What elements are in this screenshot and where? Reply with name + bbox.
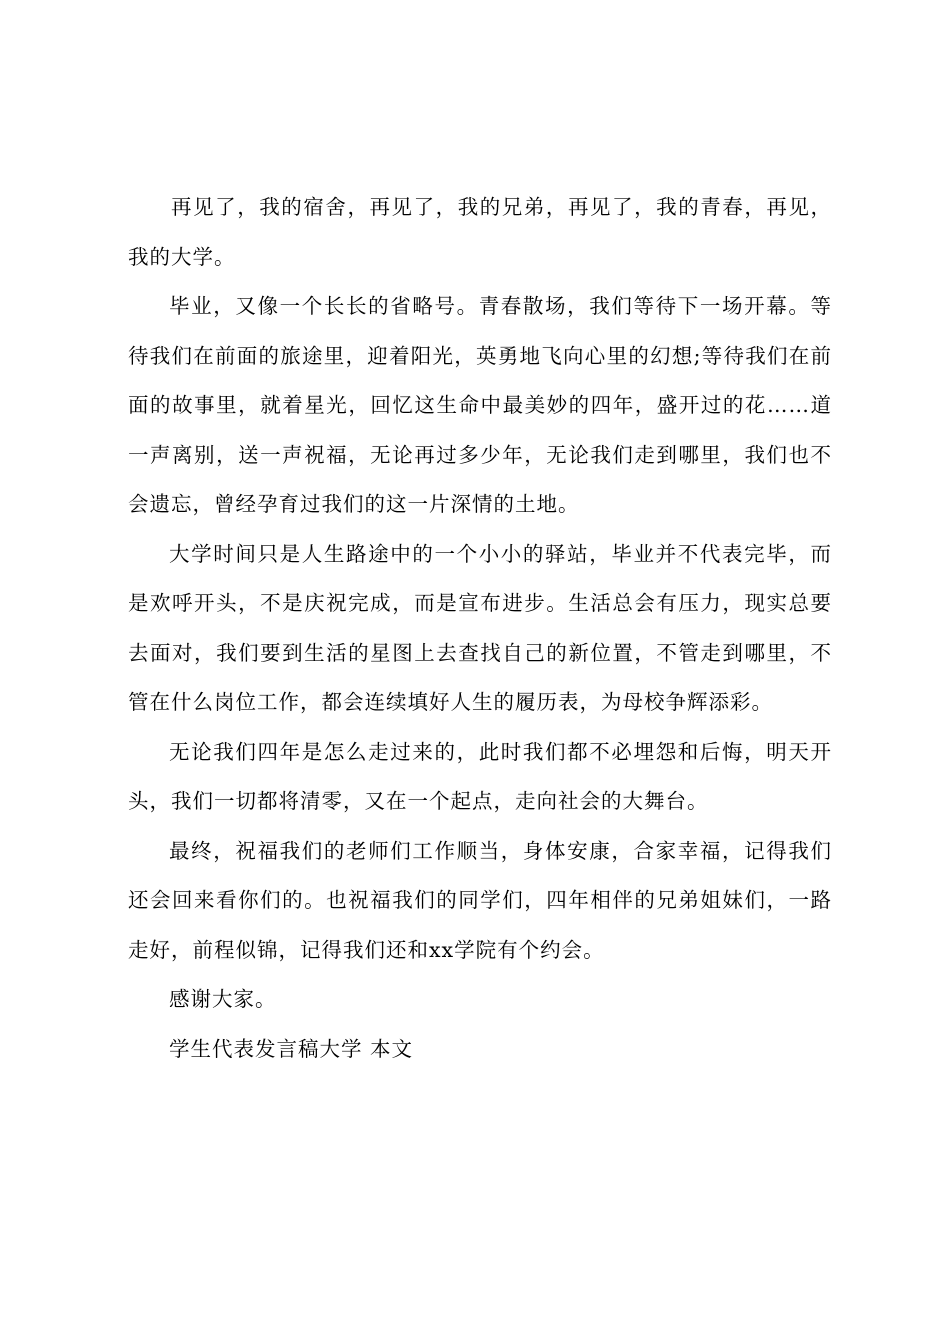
paragraph-farewell: 再见了，我的宿舍，再见了，我的兄弟，再见了，我的青春，再见，我的大学。 bbox=[128, 195, 832, 269]
document-body bbox=[128, 183, 832, 1074]
paragraph-thanks: 感谢大家。 bbox=[169, 987, 277, 1011]
paragraph-graduation: 毕业，又像一个长长的省略号。青春散场，我们等待下一场开幕。等待我们在前面的旅途里，迎着阳光，英勇地飞向心里的幻想;等待我们在前面的故事里，就着星光，回忆这生命中最美妙的四年，盛开过的花……道一声离别，送一声祝福，无论再过多少年，无论我们走到哪里，我们也不会遗忘，曾经孕育过我们的这一片深情的土地。 bbox=[128, 294, 832, 516]
paragraph-blessing: 最终，祝福我们的老师们工作顺当，身体安康，合家幸福，记得我们还会回来看你们的。也祝福我们的同学们，四年相伴的兄弟姐妹们，一路走好，前程似锦，记得我们还和xx学院有个约会。 bbox=[128, 838, 832, 962]
paragraph-university-time: 大学时间只是人生路途中的一个小小的驿站，毕业并不代表完毕，而是欢呼开头，不是庆祝完成，而是宣布进步。生活总会有压力，现实总要去面对，我们要到生活的星图上去查找自己的新位置，不管走到哪里，不管在什么岗位工作，都会连续填好人生的履历表，为母校争辉添彩。 bbox=[128, 541, 832, 714]
paragraph-four-years: 无论我们四年是怎么走过来的，此时我们都不必埋怨和后悔，明天开头，我们一切都将清零，又在一个起点，走向社会的大舞台。 bbox=[128, 739, 832, 813]
paragraph-footer-title: 学生代表发言稿大学 本文 bbox=[169, 1036, 414, 1061]
